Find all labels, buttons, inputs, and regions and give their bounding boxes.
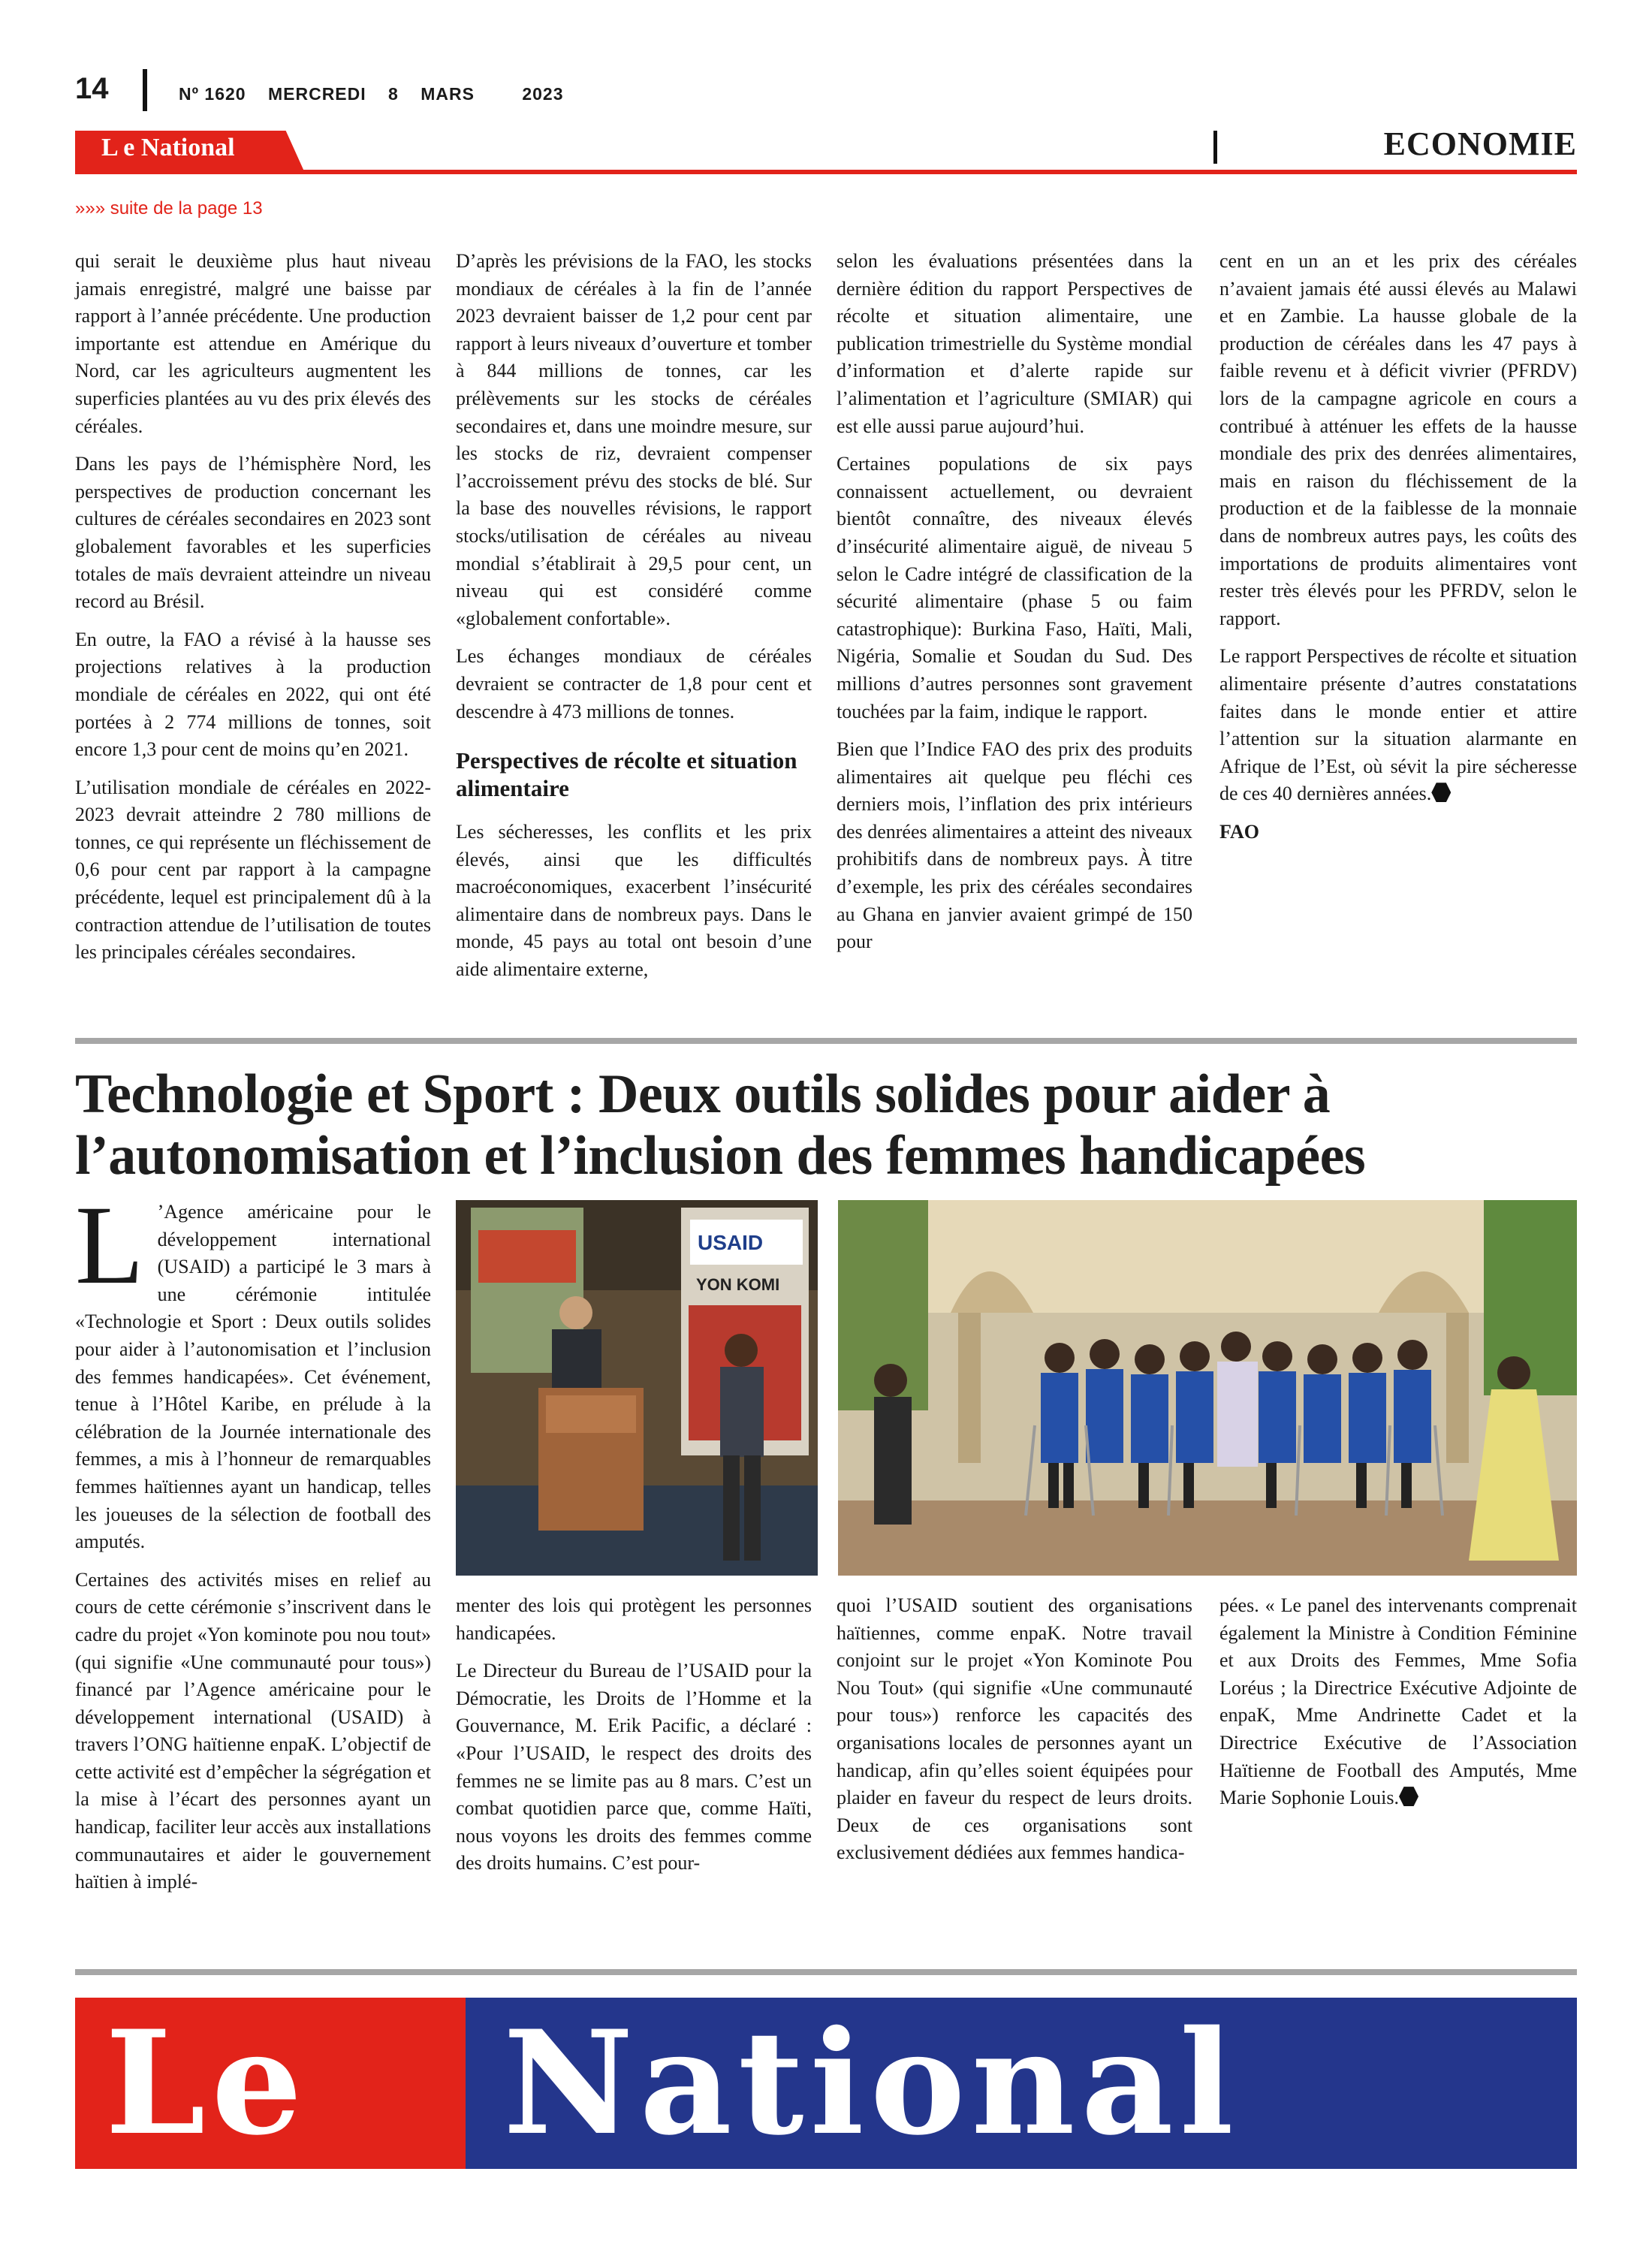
paragraph: Certaines des activités mises en relief au cours de cette cérémonie s’inscrivent dans le cadre du projet «Yon kominote pou nou tout» (qui signifie «Une communauté pour tous») financé par l’Agence américaine pour le développement international (USAID) à travers l’ONG haïtienne enpaK. L’objectif de cette activité est d’empêcher la ségrégation et la mise à l’écart des personnes ayant un handicap, faciliter leur accès aux installations communautaires et aider le gouvernement haïtien à implé- xyxy=(75,1568,431,1893)
article-signature: FAO xyxy=(1219,820,1259,843)
photo-podium-speech xyxy=(456,1200,818,1576)
continued-from: »»» suite de la page 13 xyxy=(75,198,263,219)
paragraph xyxy=(1219,643,1577,808)
paragraph: qui serait le deuxième plus haut niveau jamais enregistré, malgré une baisse par rapport à l’année précédente. Une production importante est attendue en Amérique du Nord, car les agriculteurs augmentent les superficies plantées au vu des prix élevés des céréales. xyxy=(75,250,431,437)
banner-sign-text: YON KOMI xyxy=(696,1275,780,1294)
subheading: Perspectives de récolte et situation alimentaire xyxy=(456,747,797,802)
usaid-sign-text: USAID xyxy=(698,1231,764,1254)
issue-year: 2023 xyxy=(522,84,564,104)
banner-text-right: National xyxy=(503,1999,1240,2167)
paragraph: Certaines populations de six pays connaissent actuellement, ou devraient bientôt connaître, des niveaux élevés d’insécurité alimentaire aiguë, de niveau 5 selon le Cadre intégré de classification de la sécurité alimentaire (phase 5 ou faim catastrophique): Burkina Faso, Haïti, Mali, Nigéria, Somalie et Soudan du Sud. Des millions d’autres personnes sont gravement touchées par la faim, indique le rapport. xyxy=(837,453,1192,722)
issue-day: 8 xyxy=(388,84,399,104)
paragraph: Dans les pays de l’hémisphère Nord, les perspectives de production concernant les cultures de céréales secondaires en 2023 sont globalement favorables et les superficies totales de maïs devraient atteindre un niveau record au Brésil. xyxy=(75,453,431,613)
paragraph-text: Le rapport Perspectives de récolte et situation alimentaire présente d’autres constatations faites dans le monde entier et attire l’attention sur la situation alarmante en Afrique de l’Est, où sévit la pire sécheresse de ces 40 dernières années. xyxy=(1219,645,1577,805)
section-divider xyxy=(1213,131,1217,164)
end-mark-icon xyxy=(1431,783,1451,802)
paragraph: Les sécheresses, les conflits et les prix élevés, ainsi que les difficultés macroéconomiques, exacerbent l’insécurité alimentaire dans de nombreux pays. Dans le monde, 45 pays au total ont besoin d’une aide alimentaire externe, xyxy=(456,821,812,981)
paragraph: quoi l’USAID soutient des organisations haïtiennes, comme enpaK. Notre travail conjoint sur le projet «Yon Kominote Pou Nou Tout» (qui signifie «Une communauté pour tous») renforce les capacités des organisations locales de personnes ayant un handicap, afin qu’elles soient équipées pour plaider en faveur du respect de leurs droits. Deux de ces organisations sont exclusivement dédiées aux femmes handica- xyxy=(837,1594,1192,1864)
article1-column-4 xyxy=(1219,248,1577,856)
header-divider xyxy=(143,69,147,111)
drop-cap: L xyxy=(75,1183,144,1307)
banner-text-left: Le xyxy=(105,1999,309,2167)
paragraph: D’après les prévisions de la FAO, les stocks mondiaux de céréales à la fin de l’année 2023 devraient baisser de 1,2 pour cent par rapport à leurs niveaux d’ouverture et tomber à 844 millions de tonnes, car les prélèvements sur les stocks de céréales secondaires et, dans une moindre mesure, sur les stocks de riz, devraient compenser l’accroissement prévu des stocks de blé. Sur la base des nouvelles révisions, le rapport stocks/utilisation de céréales au niveau mondial s’établirait à 29,5 pour cent, un niveau qui est considéré comme «globalement confortable». xyxy=(456,250,812,629)
article-separator xyxy=(75,1038,1577,1044)
end-mark-icon xyxy=(1399,1787,1418,1806)
article2-column-3 xyxy=(837,1592,1192,1878)
brand-label: L e National xyxy=(101,134,235,161)
paragraph: Bien que l’Indice FAO des prix des produits alimentaires ait quelque peu fléchi ces derniers mois, l’inflation des prix intérieurs des denrées alimentaires a atteint des niveaux prohibitifs dans de nombreux pays. À titre d’exemple, les prix des céréales secondaires au Ghana en janvier avaient grimpé de 150 pour xyxy=(837,738,1192,953)
issue-month: MARS xyxy=(421,84,475,104)
article2-column-1 xyxy=(75,1183,431,1907)
paragraph: cent en un an et les prix des céréales n’avaient jamais été aussi élevés au Malawi et en Zambie. La hausse globale de la production de céréales dans les 47 pays à faible revenu et à déficit vivrier (PFRDV) lors de la campagne agricole en cours a contribué à atténuer les effets de la hausse mondiale des prix des denrées alimentaires, mais en raison du fléchissement de la production et de la faiblesse de la monnaie dans de nombreux autres pays, les coûts des importations de produits alimentaires vont rester très élevés pour les PFRDV, selon le rapport. xyxy=(1219,250,1577,629)
photo-podium-illustration xyxy=(456,1200,818,1576)
banner-separator xyxy=(75,1969,1577,1975)
paragraph xyxy=(1219,1592,1577,1812)
paragraph: L’utilisation mondiale de céréales en 2022-2023 devrait atteindre 2 780 millions de tonnes, ce qui représente un fléchissement de 0,6 pour cent par rapport à la campagne précédente, lequel est principalement dû à la contraction attendue de l’utilisation de toutes les principales céréales secondaires. xyxy=(75,776,431,964)
paragraph: selon les évaluations présentées dans la dernière édition du rapport Perspectives de récolte et situation alimentaire, une publication trimestrielle du Système mondial d’information et d’alerte rapide sur l’alimentation et l’agriculture (SMIAR) qui est elle aussi parue aujourd’hui. xyxy=(837,250,1192,437)
paragraph-text: ’Agence américaine pour le développement international (USAID) a participé le 3 mars à une cérémonie intitulée «Technologie et Sport : Deux outils solides pour aider à l’autonomisation et l’inclusion des femmes handicapées». Cet événement, tenue à l’Hôtel Karibe, en prélude à la célébration de la Journée internationale des femmes, a mis à l’honneur de remarquables femmes haïtiennes ayant un handicap, telles les joueuses de la sélection de football des amputés. xyxy=(75,1201,431,1553)
page-number: 14 xyxy=(75,72,109,105)
paragraph: Les échanges mondiaux de céréales devraient se contracter de 1,8 pour cent et descendre à 473 millions de tonnes. xyxy=(456,645,812,722)
section-title: ECONOMIE xyxy=(1383,125,1577,162)
issue-weekday: MERCREDI xyxy=(267,84,366,104)
masthead-banner xyxy=(75,1998,1577,2169)
article1-column-3 xyxy=(837,248,1192,967)
article1-column-2 xyxy=(456,248,812,994)
paragraph: En outre, la FAO a révisé à la hausse ses projections relatives à la production mondiale de céréales en 2022, qui ont été portées à 2 774 millions de tonnes, soit encore 1,3 pour cent de moins qu’en 2021. xyxy=(75,628,431,761)
paragraph: Le Directeur du Bureau de l’USAID pour la Démocratie, les Droits de l’Homme et la Gouvernance, M. Erik Pacific, a déclaré : «Pour l’USAID, le respect des droits des femmes ne se limite pas au 8 mars. C’est un combat quotidien parce que, comme Haïti, nous voyons les droits des femmes comme des droits humains. C’est pour- xyxy=(456,1660,812,1874)
paragraph-text: pées. « Le panel des intervenants comprenait également la Ministre à Condition Féminine et aux Droits des Femmes, Mme Sofia Loréus ; la Directrice Exécutive Adjointe de enpaK, Mme Andrinette Cadet et la Directrice Exécutive de l’Association Haïtienne de Football des Amputés, Mme Marie Sophonie Louis. xyxy=(1219,1594,1577,1809)
photo-group-illustration xyxy=(838,1200,1577,1576)
article2-headline: Technologie et Sport : Deux outils solides pour aider à l’autonomisation et l’inclusion des femmes handicapées xyxy=(75,1063,1366,1187)
issue-number: Nº 1620 xyxy=(179,84,246,104)
header-red-rule xyxy=(75,170,1577,174)
photo-group-women xyxy=(838,1200,1577,1576)
article2-column-2 xyxy=(456,1592,812,1888)
issue-line xyxy=(179,84,580,104)
article2-column-4 xyxy=(1219,1592,1577,1823)
paragraph: menter des lois qui protègent les personnes handicapées. xyxy=(456,1594,812,1644)
article1-column-1 xyxy=(75,248,431,977)
paragraph xyxy=(75,1183,431,1556)
